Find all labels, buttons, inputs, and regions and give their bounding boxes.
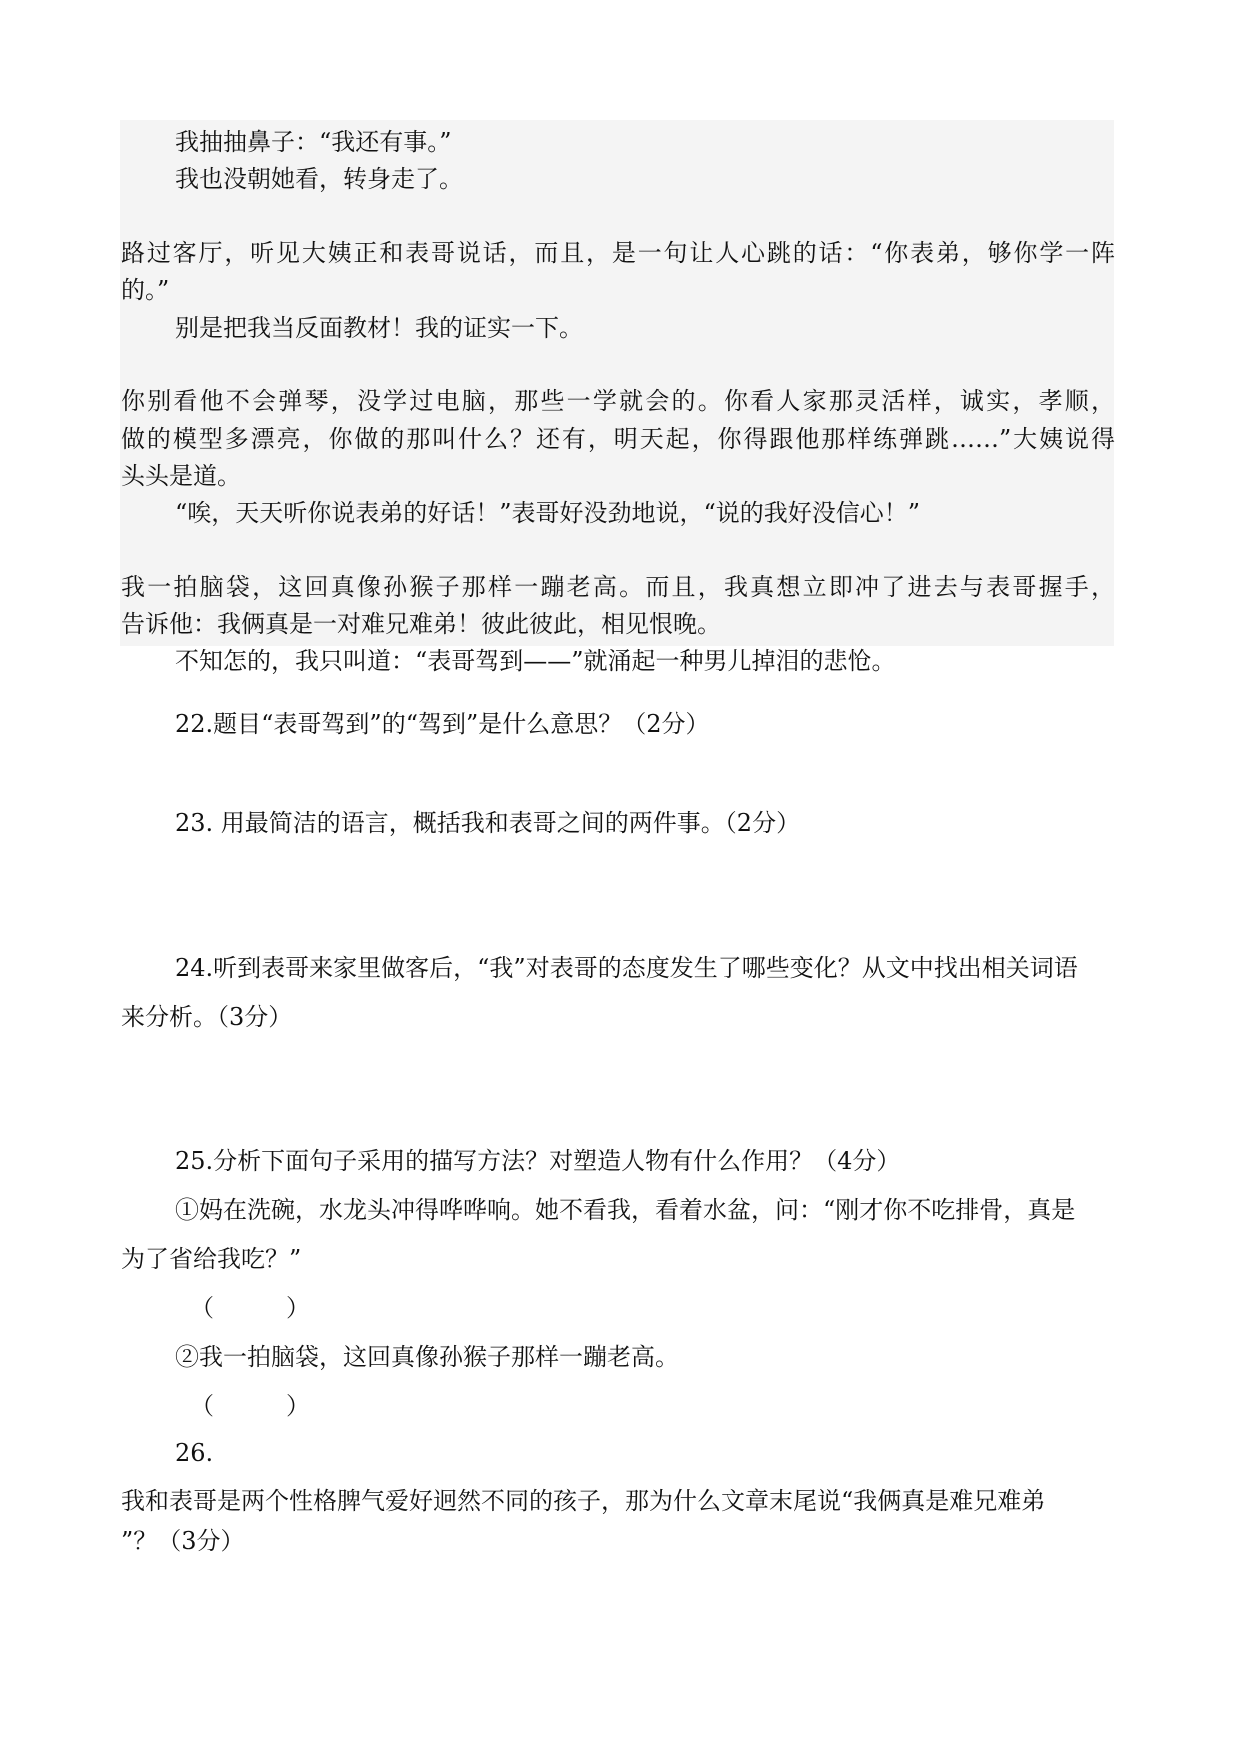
question-25: 25.分析下面句子采用的描写方法？对塑造人物有什么作用？（4分）	[175, 1147, 901, 1175]
passage-paragraph: 头头是道。	[121, 462, 241, 490]
passage-paragraph: 别是把我当反面教材！我的证实一下。	[175, 314, 583, 342]
passage-paragraph: 我也没朝她看，转身走了。	[175, 165, 463, 193]
question-25-sentence-1-continued: 为了省给我吃？”	[121, 1245, 302, 1273]
answer-blank: （ ）	[190, 1294, 310, 1322]
question-22: 22.题目“表哥驾到”的“驾到”是什么意思？（2分）	[175, 710, 710, 738]
passage-paragraph: 做的模型多漂亮，你做的那叫什么？还有，明天起，你得跟他那样练弹跳……”大姨说得	[121, 425, 1115, 453]
passage-paragraph: “唉，天天听你说表弟的好话！”表哥好没劲地说，“说的我好没信心！”	[175, 499, 921, 527]
passage-paragraph: 不知怎的，我只叫道：“表哥驾到——”就涌起一种男儿掉泪的悲怆。	[175, 647, 896, 675]
passage-paragraph: 我一拍脑袋，这回真像孙猴子那样一蹦老高。而且，我真想立即冲了进去与表哥握手，	[121, 573, 1115, 601]
question-23: 23. 用最简洁的语言，概括我和表哥之间的两件事。（2分）	[175, 809, 801, 837]
question-25-sentence-1: ①妈在洗碗，水龙头冲得哗哗响。她不看我，看着水盆，问：“刚才你不吃排骨，真是	[175, 1196, 1076, 1224]
question-24: 24.听到表哥来家里做客后，“我”对表哥的态度发生了哪些变化？从文中找出相关词语	[175, 954, 1078, 982]
passage-paragraph: 我抽抽鼻子：“我还有事。”	[175, 128, 452, 156]
passage-background	[120, 120, 1114, 646]
question-25-sentence-2: ②我一拍脑袋，这回真像孙猴子那样一蹦老高。	[175, 1343, 679, 1371]
passage-paragraph: 路过客厅，听见大姨正和表哥说话，而且，是一句让人心跳的话：“你表弟，够你学一阵	[121, 239, 1115, 267]
question-24-continued: 来分析。（3分）	[121, 1003, 293, 1031]
answer-blank: （ ）	[190, 1392, 310, 1420]
passage-paragraph: 告诉他：我俩真是一对难兄难弟！彼此彼此，相见恨晚。	[121, 610, 721, 638]
question-26: 我和表哥是两个性格脾气爱好迥然不同的孩子，那为什么文章末尾说“我俩真是难兄难弟	[121, 1487, 1046, 1515]
passage-paragraph: 你别看他不会弹琴，没学过电脑，那些一学就会的。你看人家那灵活样，诚实，孝顺，	[121, 387, 1115, 415]
passage-paragraph: 的。”	[121, 276, 170, 304]
question-26-continued: ”？（3分）	[121, 1527, 245, 1555]
question-26-number: 26.	[175, 1439, 214, 1467]
